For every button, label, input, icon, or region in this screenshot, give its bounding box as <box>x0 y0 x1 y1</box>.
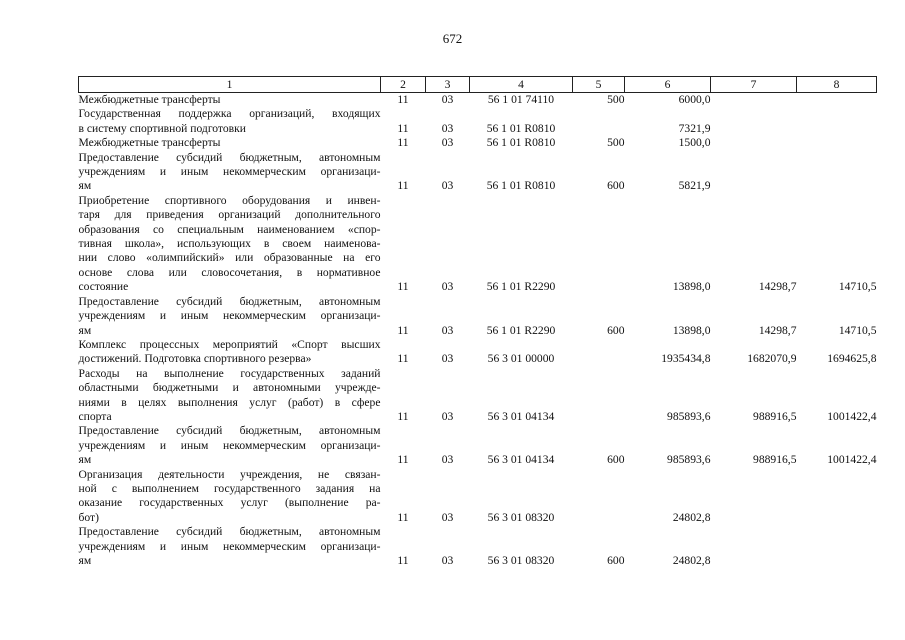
row-section: 11 <box>397 453 409 467</box>
row-name <box>79 194 381 295</box>
row-section: 11 <box>397 121 409 135</box>
row-amount-2: 14298,7 <box>758 323 797 337</box>
row-name-line: Расходы на выполнение государственных заданий <box>78 366 381 380</box>
row-amount-2: 14298,7 <box>758 280 797 294</box>
row-target-code: 56 1 01 R0810 <box>486 179 556 193</box>
row-name-line: Организация деятельности учреждения, не связан- <box>78 467 381 481</box>
row-amount-1: 985893,6 <box>667 453 711 467</box>
row-amount-1: 985893,6 <box>667 409 711 423</box>
row-name <box>79 136 381 150</box>
row-name-line: таря для приведения организаций дополнительного <box>78 208 381 222</box>
row-subsection: 03 <box>441 409 454 423</box>
row-target-code: 56 1 01 R2290 <box>486 280 556 294</box>
row-amount-1: 6000,0 <box>678 93 711 106</box>
column-header: 8 <box>797 77 877 93</box>
row-name <box>79 295 381 338</box>
table-row <box>79 107 877 136</box>
column-header: 7 <box>711 77 797 93</box>
row-name <box>79 424 381 467</box>
row-name-line: Межбюджетные трансферты <box>78 136 221 150</box>
column-header: 6 <box>625 77 711 93</box>
row-section: 11 <box>397 93 409 106</box>
row-section: 11 <box>397 352 409 366</box>
row-section: 11 <box>397 280 409 294</box>
row-name-line: ям <box>78 323 92 337</box>
row-name-line: состояние <box>78 280 129 294</box>
row-subsection: 03 <box>441 121 454 135</box>
row-name-line: в систему спортивной подготовки <box>78 121 246 135</box>
row-expense-type: 500 <box>607 93 625 106</box>
column-header: 3 <box>426 77 470 93</box>
row-amount-3: 14710,5 <box>838 323 877 337</box>
row-amount-2 <box>711 93 797 108</box>
row-subsection: 03 <box>441 352 454 366</box>
row-amount-3: 1001422,4 <box>827 453 877 467</box>
row-name-line: ниями в целях выполнения услуг (работ) в сфере <box>78 395 381 409</box>
row-amount-2: 988916,5 <box>753 453 797 467</box>
table-row <box>79 424 877 467</box>
table-row <box>79 151 877 194</box>
row-amount-3 <box>797 468 877 526</box>
row-target-code: 56 3 01 04134 <box>487 453 555 467</box>
row-subsection: 03 <box>441 554 454 567</box>
row-amount-1: 5821,9 <box>678 179 711 193</box>
row-name <box>79 525 381 568</box>
row-expense-type <box>573 367 625 425</box>
table-row <box>79 136 877 150</box>
row-section: 11 <box>397 136 409 150</box>
row-expense-type: 600 <box>607 179 625 193</box>
table-row <box>79 338 877 367</box>
row-expense-type <box>573 107 625 136</box>
row-section: 11 <box>397 179 409 193</box>
row-subsection: 03 <box>441 179 454 193</box>
row-section: 11 <box>397 554 409 567</box>
row-name-line: ям <box>78 554 92 567</box>
column-header: 1 <box>79 77 381 93</box>
row-subsection: 03 <box>441 453 454 467</box>
table-row <box>79 295 877 338</box>
row-name-line: Комплекс процессных мероприятий «Спорт высших <box>78 337 381 351</box>
row-section: 11 <box>397 323 409 337</box>
row-name-line: бот) <box>78 510 99 524</box>
row-amount-3 <box>797 107 877 136</box>
row-name-line: учреждениям и иным некоммерческим организаци- <box>78 165 381 179</box>
row-name-line: учреждениям и иным некоммерческим организаци- <box>78 438 381 452</box>
row-amount-1: 7321,9 <box>678 121 711 135</box>
row-target-code: 56 1 01 R0810 <box>486 121 556 135</box>
row-subsection: 03 <box>441 136 454 150</box>
row-expense-type: 600 <box>607 453 625 467</box>
row-amount-3 <box>797 525 877 568</box>
table-row <box>79 367 877 425</box>
row-subsection: 03 <box>441 93 454 106</box>
row-name <box>79 107 381 136</box>
row-amount-3: 14710,5 <box>838 280 877 294</box>
table-row <box>79 468 877 526</box>
row-name-line: нии слово «олимпийский» или образованные на его <box>78 251 381 265</box>
row-target-code: 56 1 01 R2290 <box>486 323 556 337</box>
row-name-line: Предоставление субсидий бюджетным, автономным <box>78 424 381 438</box>
row-amount-1: 1500,0 <box>678 136 711 150</box>
row-target-code: 56 3 01 08320 <box>487 510 555 524</box>
row-name <box>79 338 381 367</box>
row-name-line: Приобретение спортивного оборудования и инвен- <box>78 193 381 207</box>
row-name-line: основе слова или словосочетания, в нормативное <box>78 265 381 279</box>
row-name-line: тивная школа», использующих в своем наименова- <box>78 237 381 251</box>
row-amount-1: 24802,8 <box>672 510 711 524</box>
row-section: 11 <box>397 409 409 423</box>
row-name <box>79 93 381 108</box>
row-amount-1: 13898,0 <box>672 280 711 294</box>
row-name-line: спорта <box>78 409 112 423</box>
row-amount-2: 1682070,9 <box>747 352 797 366</box>
row-amount-3: 1694625,8 <box>827 352 877 366</box>
row-target-code: 56 3 01 08320 <box>487 554 555 567</box>
row-expense-type: 500 <box>607 136 625 150</box>
row-name <box>79 468 381 526</box>
row-name-line: Предоставление субсидий бюджетным, автономным <box>78 525 381 539</box>
row-target-code: 56 1 01 R0810 <box>486 136 556 150</box>
row-name-line: ям <box>78 453 92 467</box>
row-name <box>79 151 381 194</box>
row-expense-type: 600 <box>607 554 625 567</box>
row-name-line: Предоставление субсидий бюджетным, автономным <box>78 150 381 164</box>
row-amount-3: 1001422,4 <box>827 409 877 423</box>
row-expense-type <box>573 194 625 295</box>
row-name-line: ям <box>78 179 92 193</box>
table-row <box>79 93 877 108</box>
row-target-code: 56 3 01 00000 <box>487 352 555 366</box>
row-subsection: 03 <box>441 280 454 294</box>
header-row <box>79 77 877 93</box>
column-header: 2 <box>381 77 426 93</box>
row-amount-3 <box>797 136 877 150</box>
row-name-line: достижений. Подготовка спортивного резерва» <box>78 352 312 366</box>
row-amount-1: 13898,0 <box>672 323 711 337</box>
row-target-code: 56 3 01 04134 <box>487 409 555 423</box>
row-name-line: ной с выполнением государственного задания на <box>78 481 381 495</box>
row-subsection: 03 <box>441 510 454 524</box>
row-target-code: 56 1 01 74110 <box>487 93 555 106</box>
row-subsection: 03 <box>441 323 454 337</box>
row-amount-2 <box>711 525 797 568</box>
row-amount-2 <box>711 468 797 526</box>
row-name-line: Предоставление субсидий бюджетным, автономным <box>78 294 381 308</box>
row-name-line: Межбюджетные трансферты <box>78 93 221 106</box>
row-name-line: образования со специальным наименованием «спор- <box>78 222 381 236</box>
row-amount-2 <box>711 151 797 194</box>
row-amount-2 <box>711 136 797 150</box>
budget-table <box>78 76 877 568</box>
row-section: 11 <box>397 510 409 524</box>
table-row <box>79 525 877 568</box>
row-name-line: Государственная поддержка организаций, входящих <box>78 107 381 121</box>
row-name-line: оказание государственных услуг (выполнение ра- <box>78 496 381 510</box>
row-expense-type: 600 <box>607 323 625 337</box>
row-name-line: учреждениям и иным некоммерческим организаци- <box>78 309 381 323</box>
row-name-line: областными бюджетными и автономными учрежде- <box>78 381 381 395</box>
table-body <box>79 93 877 569</box>
row-amount-1: 1935434,8 <box>661 352 711 366</box>
row-expense-type <box>573 468 625 526</box>
row-amount-2: 988916,5 <box>753 409 797 423</box>
row-amount-1: 24802,8 <box>672 554 711 567</box>
row-expense-type <box>573 338 625 367</box>
row-name-line: учреждениям и иным некоммерческим организаци- <box>78 539 381 553</box>
row-amount-3 <box>797 151 877 194</box>
row-amount-3 <box>797 93 877 108</box>
column-header: 4 <box>470 77 573 93</box>
table-row <box>79 194 877 295</box>
column-header: 5 <box>573 77 625 93</box>
page-number: 672 <box>442 31 463 46</box>
row-name <box>79 367 381 425</box>
row-amount-2 <box>711 107 797 136</box>
